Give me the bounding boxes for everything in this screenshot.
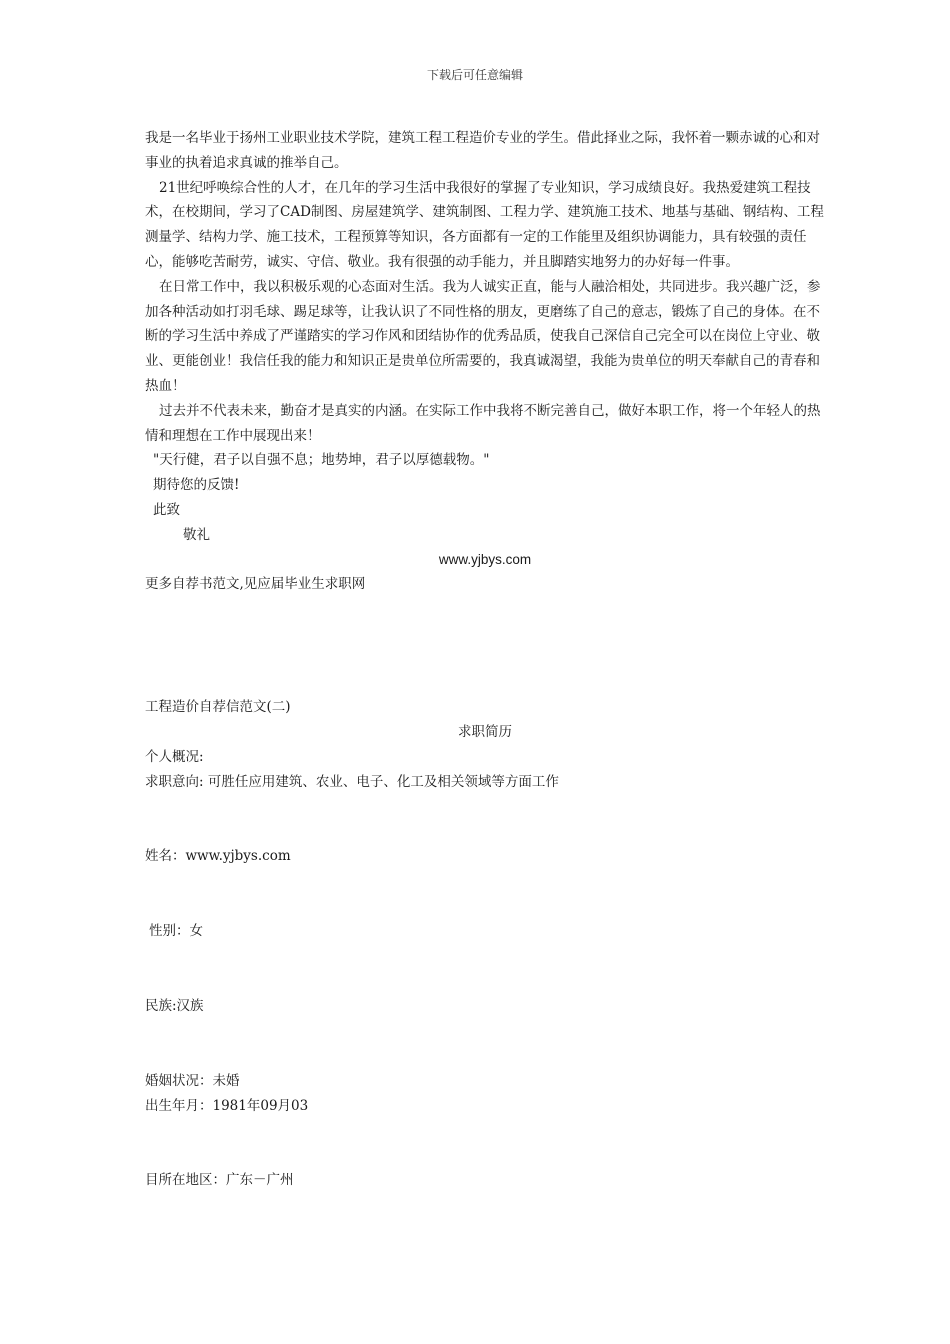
letter-closing-2: 此致 [153, 501, 180, 518]
document-body [145, 126, 825, 1193]
letter-paragraph-1: 我是一名毕业于扬州工业职业技术学院，建筑工程工程造价专业的学生。借此择业之际，我怀着一颗赤诚的心和对事业的执着追求真诚的推举自己。 [145, 130, 820, 171]
letter-quote: "天行健，君子以自强不息；地势坤，君子以厚德载物。" [153, 452, 490, 469]
letter-paragraph-4: 过去并不代表未来，勤奋才是真实的内涵。在实际工作中我将不断完善自己，做好本职工作，将一个年轻人的热情和理想在工作中展现出来！ [145, 402, 821, 444]
spacer [145, 597, 825, 695]
letter-paragraph-2: 21世纪呼唤综合性的人才，在几年的学习生活中我很好的掌握了专业知识，学习成绩良好。我热爱建筑工程技术，在校期间，学习了CAD制图、房屋建筑学、建筑制图、工程力学、建筑施工技术、地基与基础、钢结构、工程测量学、结构力学、施工技术，工程预算等知识，各方面都有一定的工作能里及组织协调能力，具有较强的责任心，能够吃苦耐劳，诚实、守信、敬业。我有很强的动手能力，并且脚踏实地努力的办好每一件事。 [145, 179, 824, 270]
more-link-text: 更多自荐书范文,见应届毕业生求职网 [145, 576, 366, 593]
website-url: www.yjbys.com [438, 551, 532, 567]
spacer [145, 869, 825, 919]
spacer [145, 1019, 825, 1069]
resume-gender: 性别：女 [149, 923, 203, 940]
page-header: 下载后可任意编辑 [426, 68, 523, 82]
letter-closing-1: 期待您的反馈! [153, 477, 240, 494]
letter-paragraph-3: 在日常工作中，我以积极乐观的心态面对生活。我为人诚实正直，能与人融洽相处，共同进步。我兴趣广泛，参加各种活动如打羽毛球、踢足球等，让我认识了不同性格的朋友，更磨练了自己的意志，锻炼了自己的身体。在不断的学习生活中养成了严谨踏实的学习作风和团结协作的优秀品质，使我自己深信自己完全可以在岗位上守业、敬业、更能创业！我信任我的能力和知识正是贵单位所需要的，我真诚渴望，我能为贵单位的明天奉献自己的青春和热血！ [145, 278, 821, 394]
resume-overview: 个人概况: [145, 748, 204, 765]
resume-name: 姓名：www.yjbys.com [145, 848, 291, 865]
resume-birth: 出生年月：1981年09月03 [145, 1097, 309, 1114]
letter-salute: 敬礼 [183, 526, 210, 543]
resume-intent: 求职意向: 可胜任应用建筑、农业、电子、化工及相关领域等方面工作 [145, 773, 559, 790]
resume-marital: 婚姻状况：未婚 [145, 1072, 240, 1089]
resume-location: 目所在地区：广东－广州 [145, 1172, 294, 1189]
spacer [145, 1118, 825, 1168]
spacer [145, 944, 825, 994]
resume-title: 求职简历 [458, 723, 512, 740]
resume-section-title: 工程造价自荐信范文(二) [145, 699, 291, 716]
spacer [145, 794, 825, 844]
resume-ethnicity: 民族:汉族 [145, 997, 204, 1014]
